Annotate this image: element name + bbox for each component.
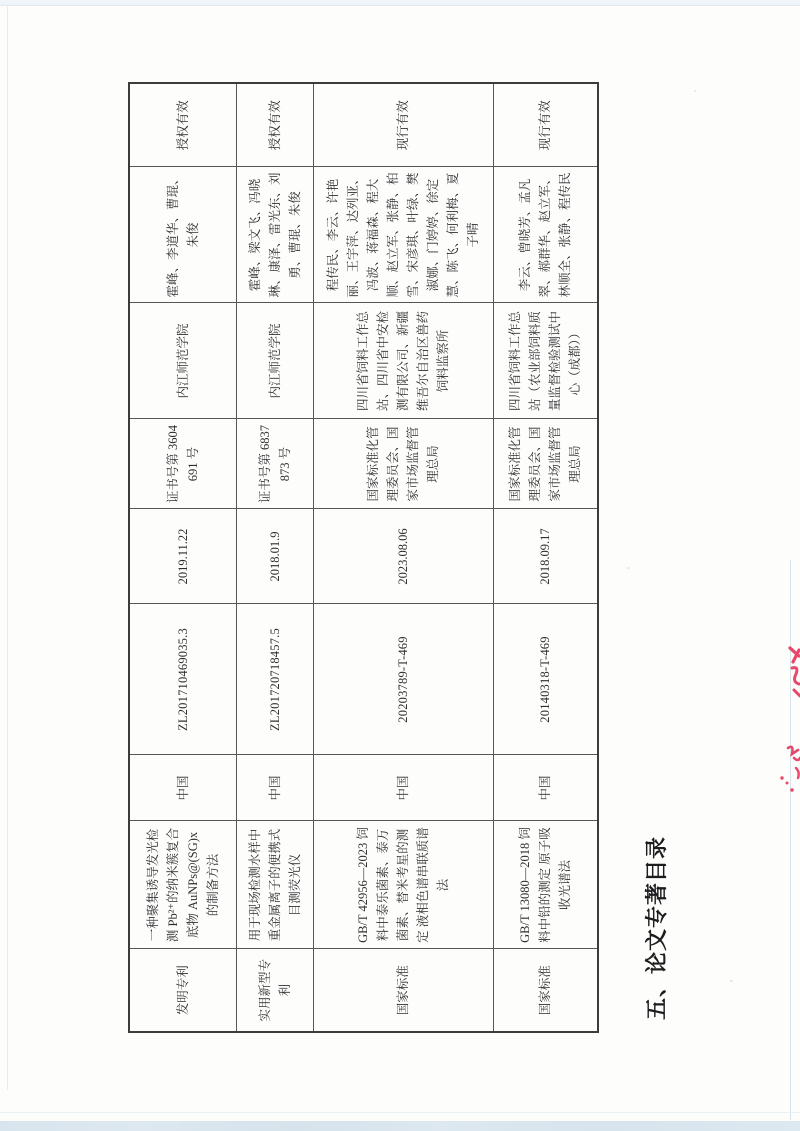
cell-type: 发明专利 [129,949,236,1032]
cell-title: 用于现场检测水样中重金属离子的便携式目测荧光仪 [236,821,313,949]
cell-type: 国家标准 [493,949,598,1032]
cell-status: 授权有效 [236,83,313,167]
table-row [493,83,598,1032]
page-edge-bottom-line [0,1112,800,1113]
section-heading [640,835,674,1020]
cell-type: 国家标准 [313,949,493,1032]
cell-certificate: 证书号第 3604691 号 [129,419,236,509]
red-stamp-fragment [770,640,800,820]
cell-issuing-body: 国家标准化管理委员会、国家市场监督管理总局 [313,419,493,509]
cell-number: 20140318-T-469 [493,604,598,755]
cell-holder: 内江师范学院 [129,303,236,419]
cell-country: 中国 [129,755,236,821]
cell-status: 授权有效 [129,83,236,167]
cell-type: 实用新型专利 [236,949,313,1032]
cell-title: GB/T 13080—2018 饲料中铅的测定 原子吸收光谱法 [493,821,598,949]
section-heading-text: 五、论文专著目录 [644,835,669,1020]
cell-people: 霍峰、梁文飞、冯晓琳、康泽、雷光东、刘勇、曹琨、朱俊 [236,167,313,303]
cell-country: 中国 [493,755,598,821]
page-edge-left [7,4,8,1090]
cell-title: 一种聚集诱导发光检测 Pb²⁺的纳米簇复合底物 AuNPs@(SG)x 的制备方法 [129,821,236,949]
cell-people: 程传民、李云、许艳丽、王宇萍、达列亚、冯波、蒋福森、程大顺、赵立军、张静、柏雪、宋彦琪、叶绿、樊淑娜、门婷婷、徐定慧、陈飞、何利梅、夏子晴 [313,167,493,303]
cell-holder: 四川省饲料工作总站（农业部饲料质量监督检验测试中心（成都）） [493,303,598,419]
scan-speck [730,980,733,982]
cell-date: 2018.01.9 [236,509,313,604]
cell-holder: 四川省饲料工作总站、四川省中安检测有限公司、新疆维吾尔自治区兽药饲料监察所 [313,303,493,419]
cell-number: ZL201720718457.5 [236,604,313,755]
cell-status: 现行有效 [313,83,493,167]
cell-people: 霍峰、李道华、曹琨、朱俊 [129,167,236,303]
cell-status: 现行有效 [493,83,598,167]
table-row [313,83,493,1032]
patents-standards-table [128,84,597,1033]
cell-country: 中国 [236,755,313,821]
cell-date: 2018.09.17 [493,509,598,604]
cell-country: 中国 [313,755,493,821]
rotated-table-surface [128,84,597,1033]
cell-date: 2023.08.06 [313,509,493,604]
scan-speck [627,567,630,569]
table-row [129,83,236,1032]
scan-bottom-band [0,1121,800,1131]
cell-date: 2019.11.22 [129,509,236,604]
cell-people: 李云、曾晓芳、孟凡翠、郝群华、赵立军、林顺全、张静、程传民 [493,167,598,303]
cell-title: GB/T 42956—2023 饲料中泰乐菌素、泰万菌素、替米考星的测定 液相色谱串联质谱法 [313,821,493,949]
cell-number: 20203789-T-469 [313,604,493,755]
scan-speck [694,90,696,92]
cell-certificate: 证书号第 6837873 号 [236,419,313,509]
cell-number: ZL201710469035.3 [129,604,236,755]
cell-issuing-body: 国家标准化管理委员会、国家市场监督管理总局 [493,419,598,509]
page-edge-top [0,0,800,6]
table-row [236,83,313,1032]
cell-holder: 内江师范学院 [236,303,313,419]
